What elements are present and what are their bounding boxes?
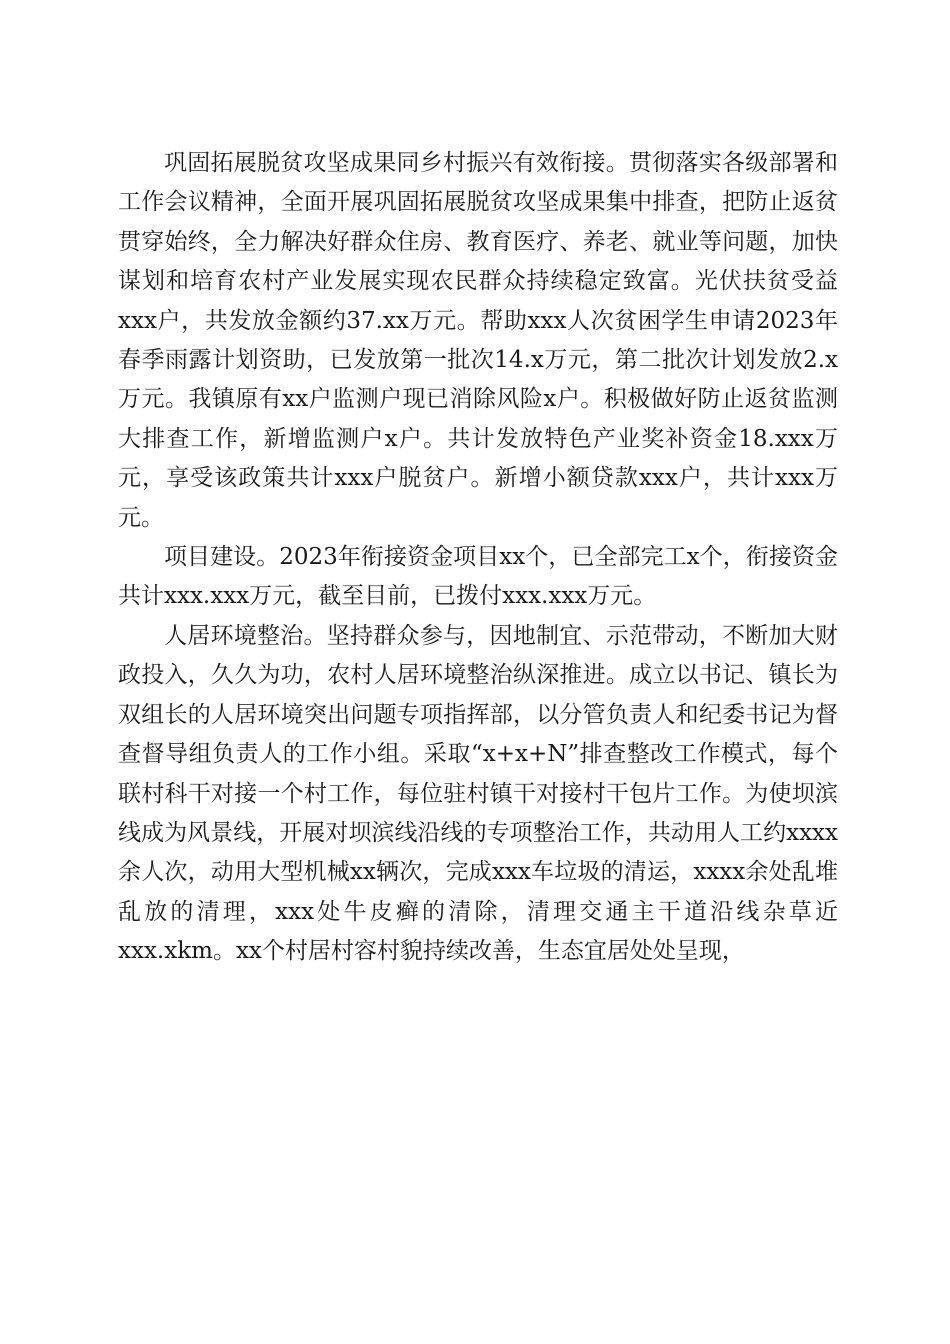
document-body	[118, 144, 838, 972]
paragraph-poverty-alleviation: 巩固拓展脱贫攻坚成果同乡村振兴有效衔接。贯彻落实各级部署和工作会议精神，全面开展巩固拓展脱贫攻坚成果集中排查，把防止返贫贯穿始终，全力解决好群众住房、教育医疗、养老、就业等问题，加快谋划和培育农村产业发展实现农民群众持续稳定致富。光伏扶贫受益xxx户，共发放金额约37.xx万元。帮助xxx人次贫困学生申请2023年春季雨露计划资助，已发放第一批次14.x万元，第二批次计划发放2.x万元。我镇原有xx户监测户现已消除风险x户。积极做好防止返贫监测大排查工作，新增监测户x户。共计发放特色产业奖补资金18.xxx万元，享受该政策共计xxx户脱贫户。新增小额贷款xxx户，共计xxx万元。	[118, 150, 838, 531]
paragraph-project-construction: 项目建设。2023年衔接资金项目xx个，已全部完工x个，衔接资金共计xxx.xxx万元，截至目前，已拨付xxx.xxx万元。	[118, 544, 838, 610]
paragraph-living-environment: 人居环境整治。坚持群众参与，因地制宜、示范带动，不断加大财政投入，久久为功，农村人居环境整治纵深推进。成立以书记、镇长为双组长的人居环境突出问题专项指挥部，以分管负责人和纪委书记为督查督导组负责人的工作小组。采取“x+x+N”排查整改工作模式，每个联村科干对接一个村工作，每位驻村镇干对接村干包片工作。为使坝滨线成为风景线，开展对坝滨线沿线的专项整治工作，共动用人工约xxxx余人次，动用大型机械xx辆次，完成xxx车垃圾的清运，xxxx余处乱堆乱放的清理，xxx处牛皮癣的清除，清理交通主干道沿线杂草近xxx.xkm。xx个村居村容村貌持续改善，生态宜居处处呈现，	[118, 622, 838, 965]
